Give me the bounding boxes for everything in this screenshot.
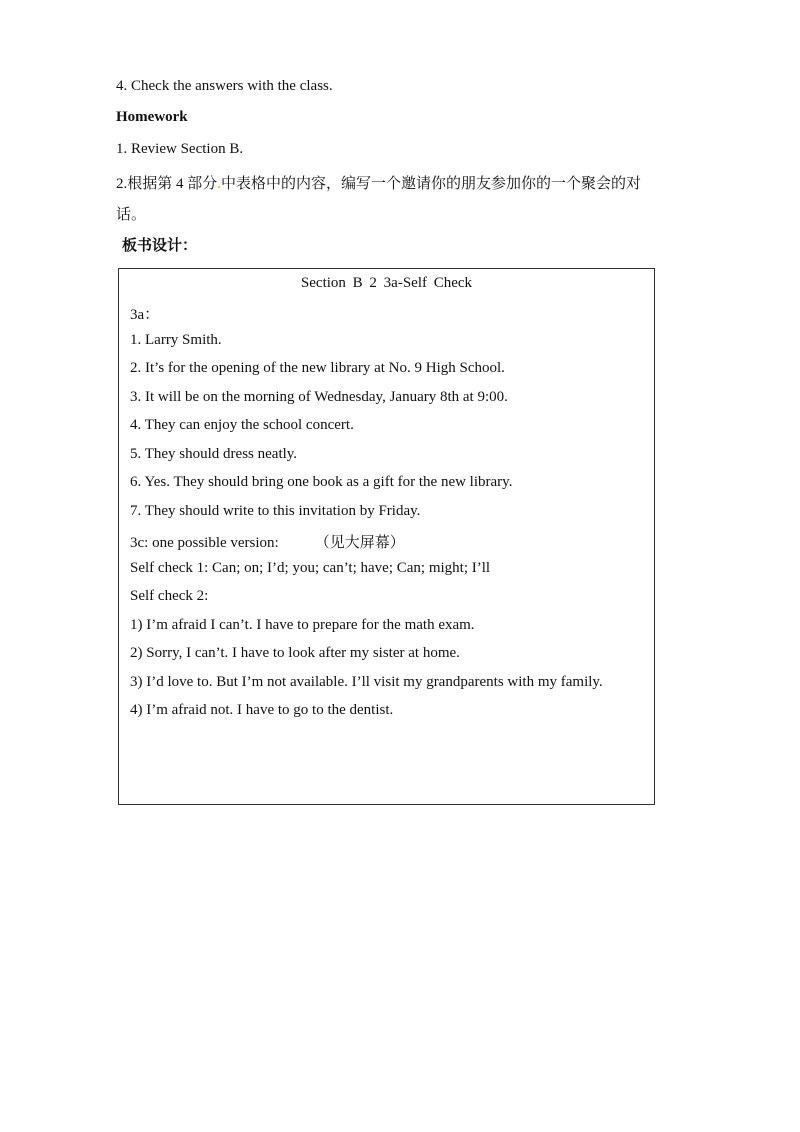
note-3c: （见大屏幕） [314, 535, 405, 551]
homework-heading: Homework [116, 109, 188, 125]
line-3c [130, 531, 405, 552]
homework-item-2-part1: 2.根据第 4 部分 [116, 176, 218, 192]
answer-5: 5. They should dress neatly. [130, 446, 298, 462]
step-4: 4. Check the answers with the class. [116, 78, 333, 94]
self-check-2-item-1: 1) I’m afraid I can’t. I have to prepare for the math exam. [130, 617, 475, 633]
board-title: Section B 2 3a-Self Check [300, 275, 473, 291]
homework-item-1: 1. Review Section B. [116, 141, 244, 157]
homework-item-2-dot: . [217, 176, 222, 192]
label-3c: 3c: one possible version: [130, 535, 279, 551]
answer-7: 7. They should write to this invitation by Friday. [130, 503, 421, 519]
homework-item-2-continuation: 话。 [116, 207, 147, 223]
self-check-2-item-2: 2) Sorry, I can’t. I have to look after my sister at home. [130, 645, 460, 661]
answer-6: 6. Yes. They should bring one book as a gift for the new library. [130, 474, 513, 490]
self-check-1: Self check 1: Can; on; I’d; you; can’t; have; Can; might; I’ll [130, 560, 491, 576]
board-design-heading: 板书设计： [122, 238, 198, 254]
answer-4: 4. They can enjoy the school concert. [130, 417, 354, 433]
answer-1: 1. Larry Smith. [130, 332, 222, 348]
homework-item-2-part2: 中表格中的内容，编写一个邀请你的朋友参加你的一个聚会的对 [221, 176, 642, 192]
answer-3: 3. It will be on the morning of Wednesday, January 8th at 9:00. [130, 389, 508, 405]
answer-2: 2. It’s for the opening of the new library at No. 9 High School. [130, 360, 505, 376]
self-check-2-item-3: 3) I’d love to. But I’m not available. I’ll visit my grandparents with my family. [130, 674, 603, 690]
label-3a: 3a： [130, 307, 160, 323]
self-check-2-item-4: 4) I’m afraid not. I have to go to the dentist. [130, 702, 394, 718]
homework-item-2 [116, 172, 641, 193]
board-design-box [118, 268, 655, 805]
self-check-2-label: Self check 2: [130, 588, 209, 604]
